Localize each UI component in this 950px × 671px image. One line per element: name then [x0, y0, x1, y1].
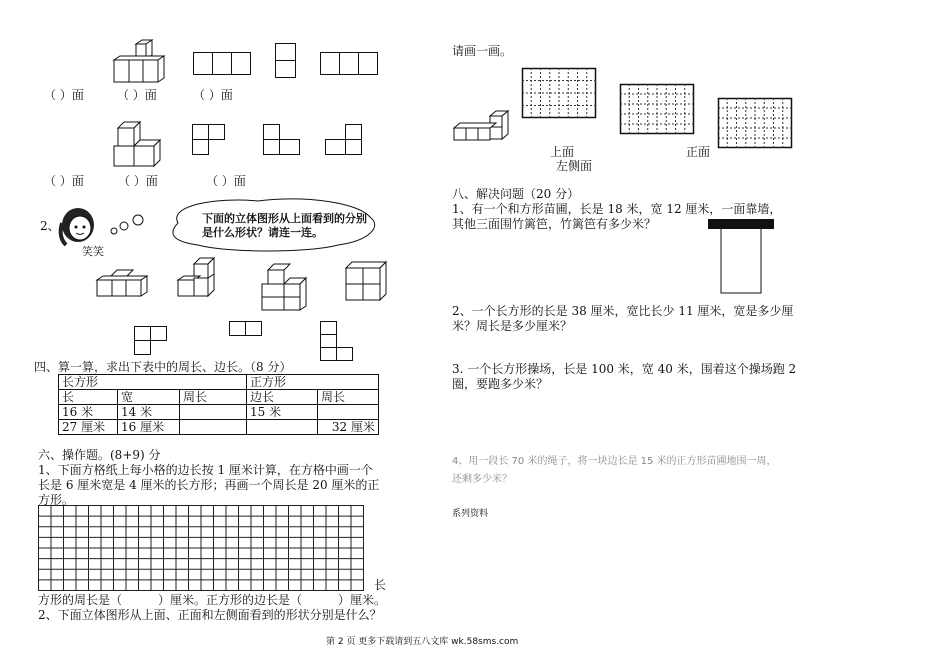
face-label: （ ）面 [206, 174, 246, 188]
table-cell: 27 厘米 [59, 420, 118, 435]
page-footer: 第 2 页 更多下载请到五八文库 wk.58sms.com [326, 637, 519, 647]
face-label: （ ）面 [118, 174, 158, 188]
drawing-grid-front[interactable] [718, 98, 792, 148]
bubble-text: 下面的立体图形从上面看到的分别 [202, 212, 367, 225]
cube-figure-3 [95, 266, 155, 306]
grid-paper[interactable] [38, 505, 364, 591]
cube-figure-5 [260, 262, 320, 312]
girl-name: 笑笑 [82, 245, 104, 258]
drawing-grid-left[interactable] [620, 84, 694, 134]
square-header: 正方形 [247, 375, 379, 390]
face-label: （ ）面 [44, 88, 84, 102]
draw-title: 请画一画。 [452, 44, 513, 58]
question-text: 方形。 [38, 493, 75, 507]
section-6-title: 六、操作题。(8+9) 分 [38, 448, 161, 462]
table-row [59, 405, 379, 420]
section-4-title: 四、算一算，求出下表中的周长、边长。（8 分） [34, 360, 292, 374]
view-three-squares [193, 52, 253, 76]
question-text: 2、一个长方形的长是 38 厘米，宽比长少 11 厘米，宽是多少厘 [452, 304, 794, 318]
table-cell: 16 米 [59, 405, 118, 420]
question-text: 1、下面方格纸上每小格的边长按 1 厘米计算，在方格中画一个 [38, 463, 373, 477]
cube-figure-2 [110, 120, 170, 170]
bubble-text: 是什么形状？请连一连。 [202, 226, 323, 239]
cube-figure-4 [176, 258, 226, 303]
answer-line: 方形的周长是（ ）厘米。正方形的边长是（ ）厘米。 [38, 593, 387, 607]
question-text: 其他三面围竹篱笆，竹篱笆有多少米？ [452, 217, 657, 231]
match-view-2 [229, 321, 269, 341]
table-cell: 15 米 [247, 405, 318, 420]
wall [708, 219, 774, 229]
view-three-squares-b [320, 52, 382, 76]
col-header: 周长 [318, 390, 379, 405]
col-header: 边长 [247, 390, 318, 405]
col-header: 长 [59, 390, 118, 405]
question-text: 4、用一段长 70 米的绳子，将一块边长是 15 米的正方形苗圃地围一周， [452, 456, 777, 467]
side-char: 长 [374, 578, 387, 592]
cube-figure-6 [344, 260, 394, 305]
series-note: 系列资料 [452, 509, 489, 519]
table-cell: 32 厘米 [318, 420, 379, 435]
drawing-grid-top[interactable] [522, 68, 596, 118]
table-cell[interactable] [318, 405, 379, 420]
question-text: 2、下面立体图形从上面、正面和左侧面看到的形状分别是什么？ [38, 608, 382, 622]
cube-figure-1 [108, 40, 178, 85]
question-number: 2、 [40, 219, 60, 233]
view-label-left: 左侧面 [556, 159, 593, 173]
view-l-shape-2 [263, 124, 303, 164]
table-cell[interactable] [180, 420, 247, 435]
match-view-3 [320, 321, 360, 363]
table-cell: 16 厘米 [118, 420, 180, 435]
view-l-shape-1 [192, 124, 232, 164]
perimeter-table [58, 374, 379, 435]
question-text: 3. 一个长方形操场，长是 100 米，宽 40 米，围着这个操场跑 2 [452, 362, 797, 376]
question-text: 长是 6 厘米宽是 4 厘米的长方形；再画一个周长是 20 厘米的正 [38, 478, 380, 492]
face-label: （ ）面 [44, 174, 84, 188]
small-cube-figure [452, 110, 512, 150]
question-text: 米？周长是多少厘米？ [452, 319, 573, 333]
rect-header: 长方形 [59, 375, 247, 390]
garden-diagram [708, 219, 778, 295]
question-text: 还剩多少米？ [452, 474, 512, 485]
table-cell[interactable] [247, 420, 318, 435]
view-label-front: 正面 [686, 145, 711, 159]
table-cell[interactable] [180, 405, 247, 420]
view-label-top: 上面 [550, 145, 575, 159]
view-two-stacked [275, 43, 297, 83]
col-header: 周长 [180, 390, 247, 405]
view-l-shape-3 [325, 124, 365, 164]
face-label: （ ）面 [193, 88, 233, 102]
table-cell: 14 米 [118, 405, 180, 420]
table-row [59, 420, 379, 435]
question-text: 圈，要跑多少米？ [452, 377, 549, 391]
col-header: 宽 [118, 390, 180, 405]
face-label: （ ）面 [117, 88, 157, 102]
section-8-title: 八、解决问题（20 分） [452, 187, 580, 201]
question-text: 1、有一个和方形苗圃，长是 18 米，宽 12 厘米，一面靠墙， [452, 202, 782, 216]
